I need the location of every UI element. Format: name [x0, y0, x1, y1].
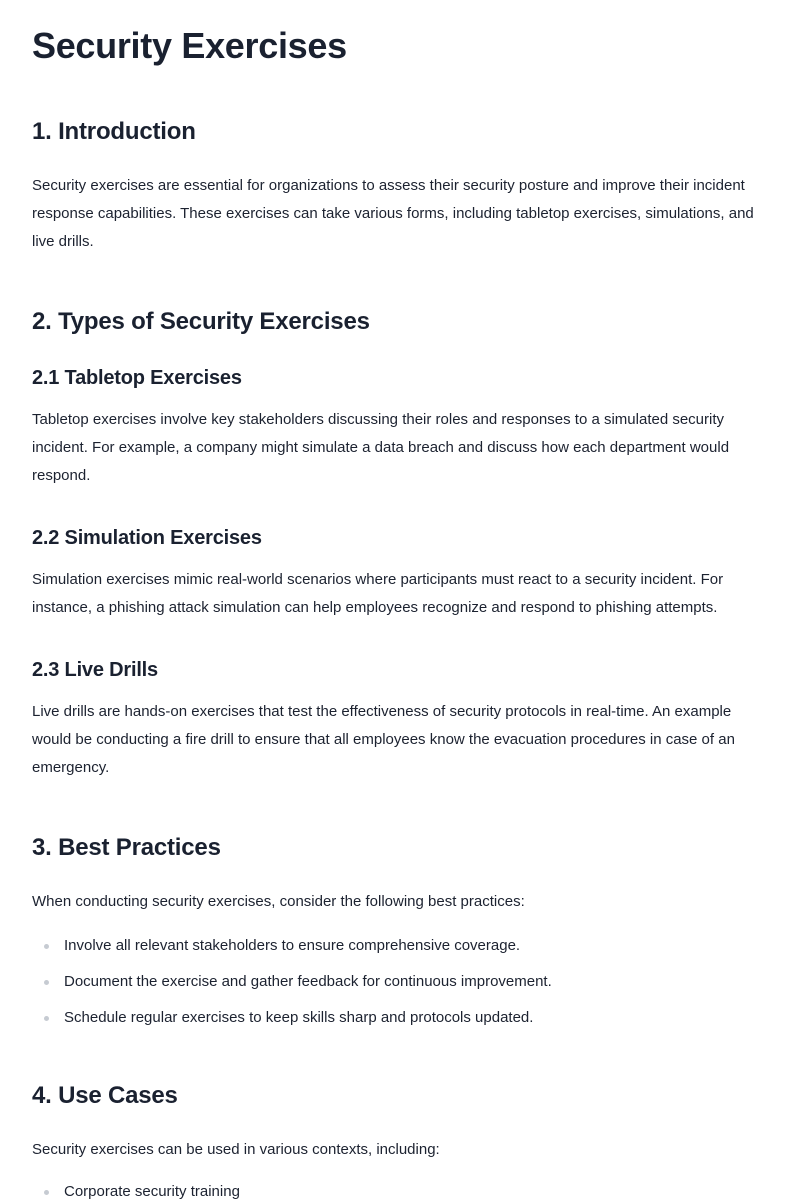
best-practices-list	[32, 936, 768, 1028]
best-practices-intro: When conducting security exercises, consider the following best practices:	[32, 893, 525, 910]
tabletop-paragraph: Tabletop exercises involve key stakeholders discussing their roles and responses to a simulated security incident. For example, a company might simulate a data breach and discuss how each department would respond.	[32, 411, 730, 484]
introduction-paragraph: Security exercises are essential for organizations to assess their security posture and improve their incident response capabilities. These exercises can take various forms, including tabletop exercises, simulations, and live drills.	[32, 177, 754, 250]
simulation-paragraph: Simulation exercises mimic real-world scenarios where participants must react to a security incident. For instance, a phishing attack simulation can help employees recognize and respond to phishing attempts.	[32, 571, 724, 616]
list-item	[32, 1182, 768, 1200]
subsection-heading-live-drills: 2.3 Live Drills	[32, 659, 158, 681]
list-item-text: Involve all relevant stakeholders to ensure comprehensive coverage.	[64, 937, 521, 954]
list-item-text: Document the exercise and gather feedback for continuous improvement.	[64, 973, 552, 990]
subsection-heading-tabletop: 2.1 Tabletop Exercises	[32, 367, 242, 389]
page-title: Security Exercises	[32, 25, 347, 66]
section-types	[32, 308, 768, 782]
live-drills-paragraph: Live drills are hands-on exercises that test the effectiveness of security protocols in real-time. An example would be conducting a fire drill to ensure that all employees know the evacuation procedures in case of an emergency.	[32, 703, 735, 776]
bullet-icon	[44, 944, 49, 949]
use-cases-intro: Security exercises can be used in various contexts, including:	[32, 1141, 440, 1158]
bullet-icon	[44, 1016, 49, 1021]
section-heading-best-practices: 3. Best Practices	[32, 834, 221, 861]
list-item	[32, 972, 768, 992]
section-heading-introduction: 1. Introduction	[32, 118, 196, 145]
list-item-text: Schedule regular exercises to keep skills sharp and protocols updated.	[64, 1009, 534, 1026]
list-item-text: Corporate security training	[64, 1183, 240, 1200]
section-introduction	[32, 118, 768, 256]
bullet-icon	[44, 980, 49, 985]
section-best-practices	[32, 834, 768, 1028]
list-item	[32, 1008, 768, 1028]
list-item	[32, 936, 768, 956]
section-use-cases	[32, 1082, 768, 1200]
section-heading-types: 2. Types of Security Exercises	[32, 308, 370, 335]
section-heading-use-cases: 4. Use Cases	[32, 1082, 178, 1109]
subsection-heading-simulation: 2.2 Simulation Exercises	[32, 527, 262, 549]
use-cases-list	[32, 1182, 768, 1200]
bullet-icon	[44, 1190, 49, 1195]
